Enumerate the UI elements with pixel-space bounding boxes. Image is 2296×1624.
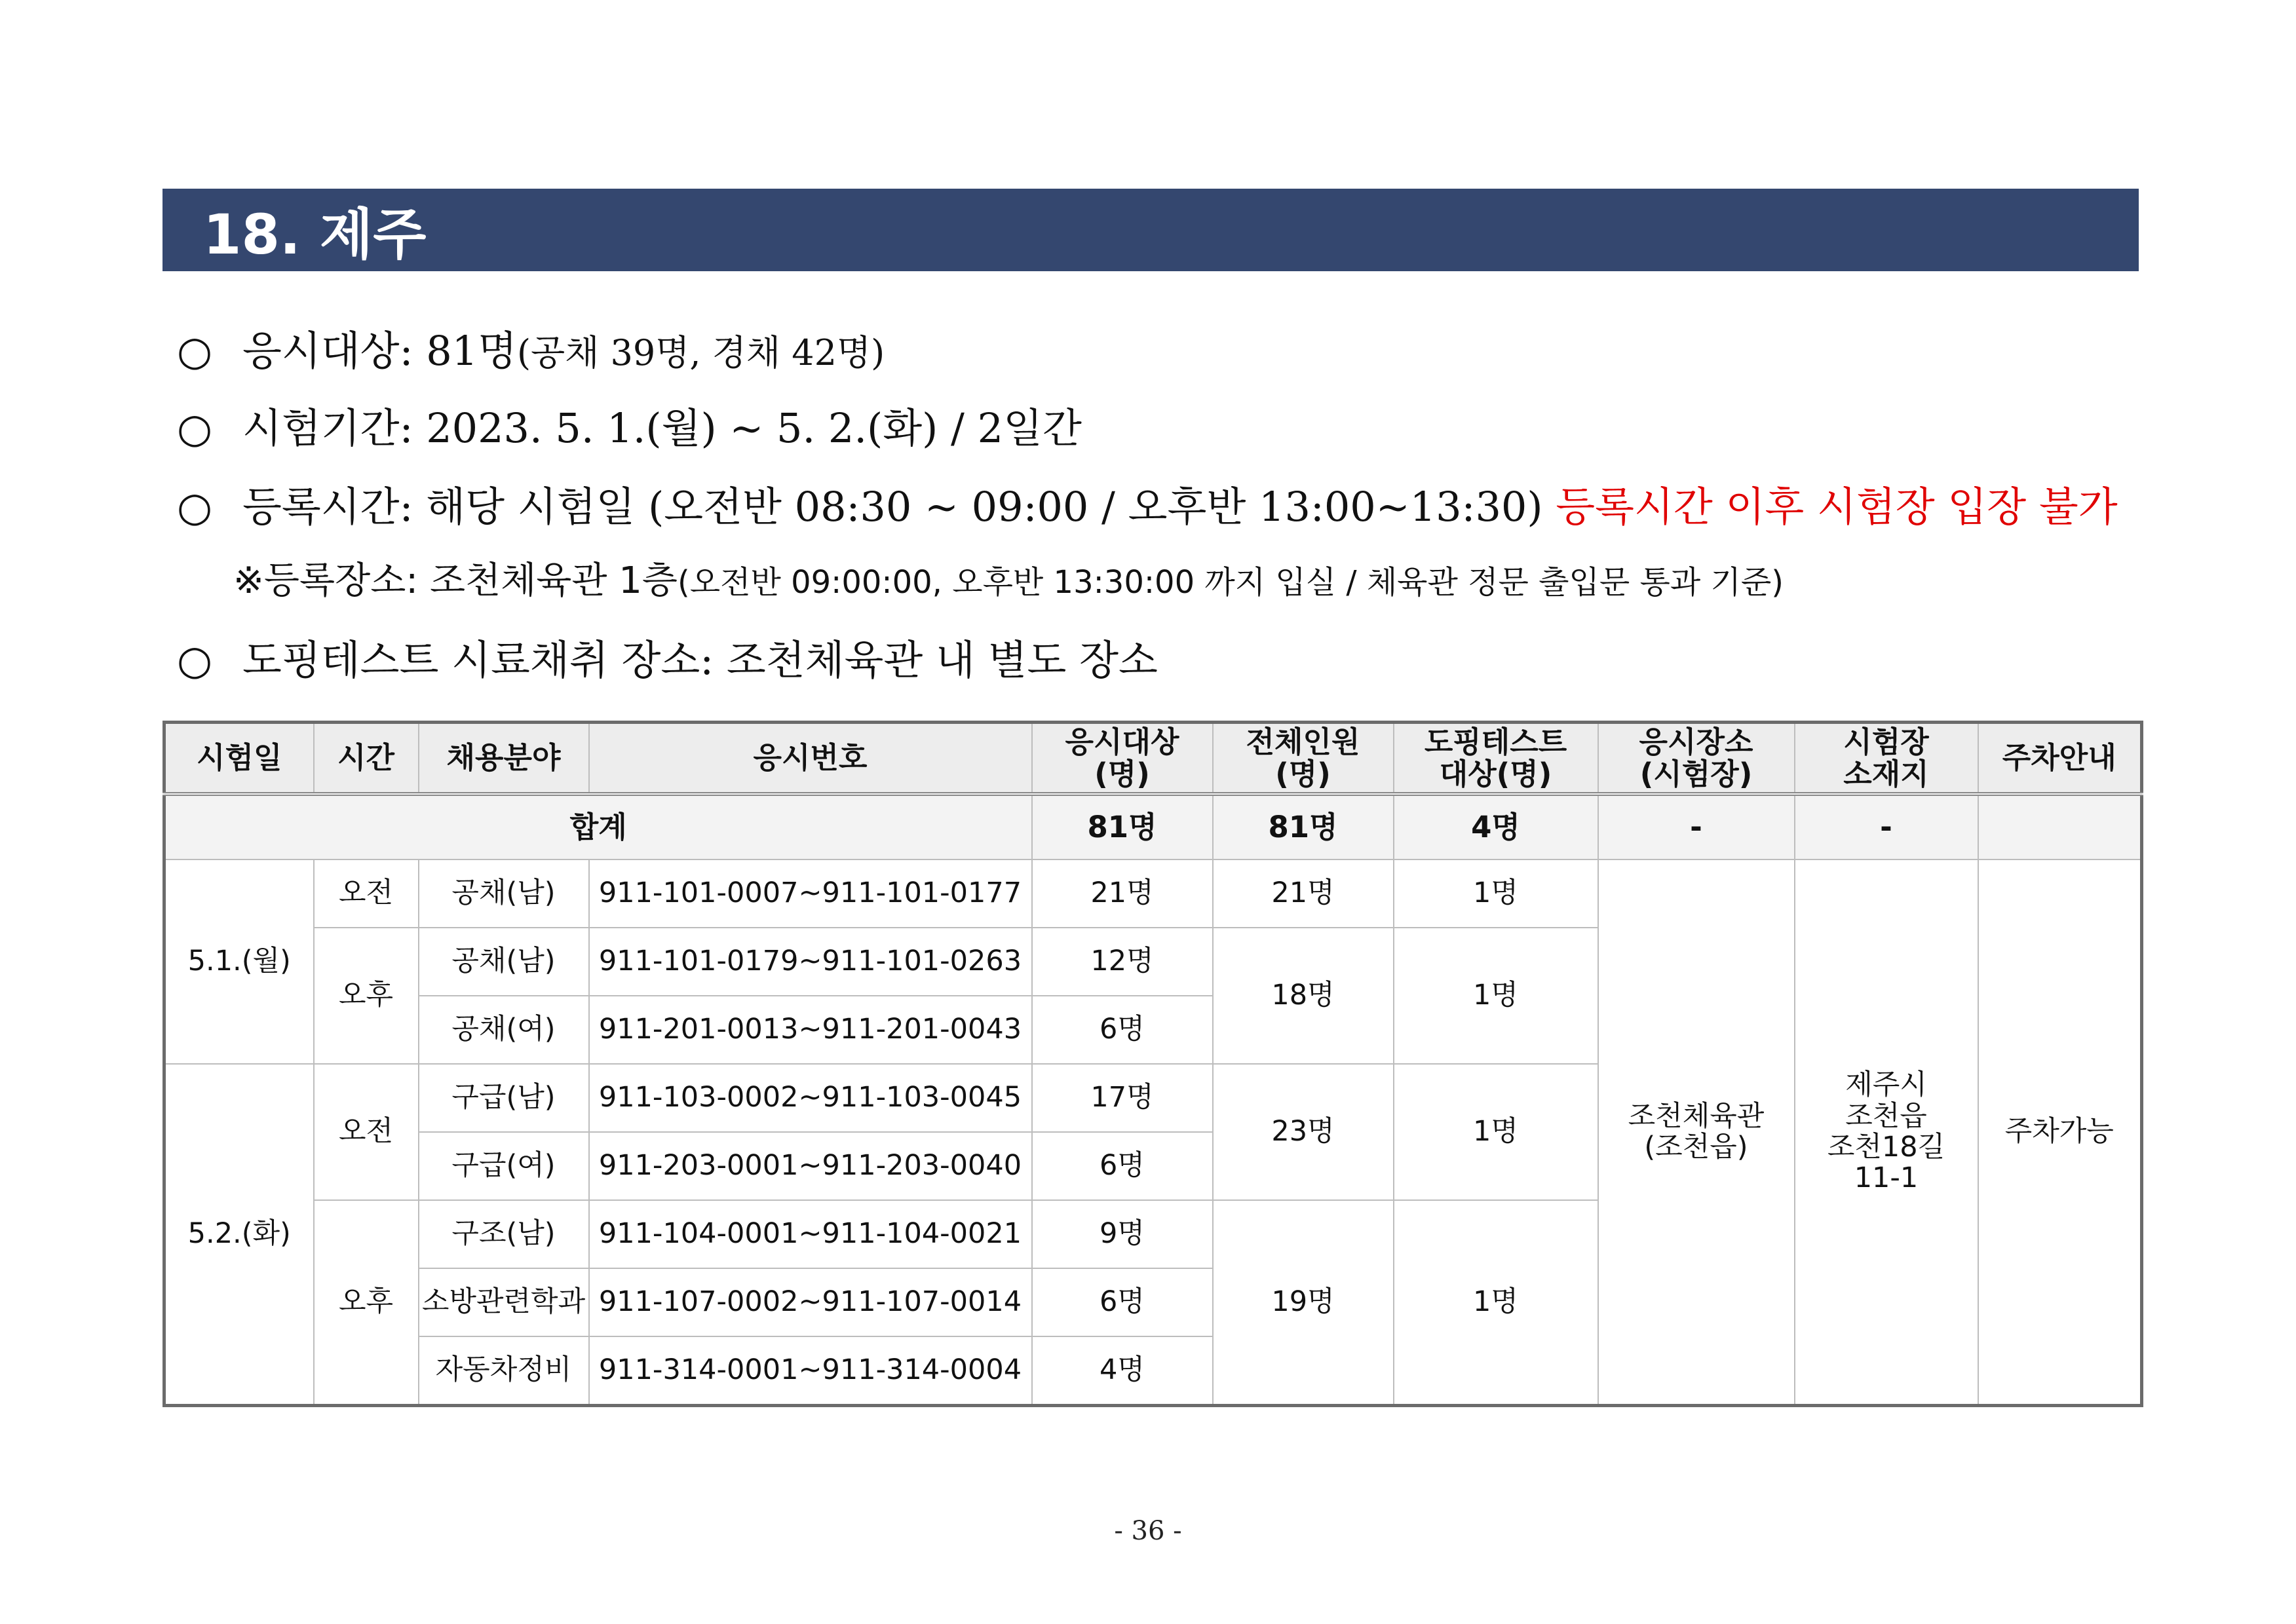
- exam-schedule-table: [163, 721, 2143, 1407]
- header-venue: 응시장소 (시험장): [1598, 723, 1795, 795]
- group-total-cell: 21명: [1213, 859, 1394, 928]
- applicants-cell: 21명: [1032, 859, 1213, 928]
- number-cell: 911-104-0001~911-104-0021: [589, 1200, 1032, 1268]
- total-total: 81명: [1213, 794, 1394, 859]
- time-cell: 오후: [314, 1200, 419, 1406]
- registration-time-line: ○ 등록시간: 해당 시험일 (오전반 08:30 ~ 09:00 / 오후반 13:00~13:30) 등록시간 이후 시험장 입장 불가: [177, 483, 2118, 531]
- header-doping: 도핑테스트 대상(명): [1394, 723, 1598, 795]
- group-doping-cell: 1명: [1394, 859, 1598, 928]
- field-cell: 자동차정비: [419, 1336, 589, 1406]
- number-cell: 911-203-0001~911-203-0040: [589, 1132, 1032, 1200]
- circle-bullet-icon: ○: [177, 483, 213, 531]
- field-cell: 구급(여): [419, 1132, 589, 1200]
- total-row: [164, 794, 2142, 859]
- group-total-cell: 19명: [1213, 1200, 1394, 1406]
- header-applicants: 응시대상 (명): [1032, 723, 1213, 795]
- total-venue: -: [1598, 794, 1795, 859]
- total-label: 합계: [164, 794, 1032, 859]
- number-cell: 911-107-0002~911-107-0014: [589, 1268, 1032, 1336]
- venue-cell: 조천체육관 (조천읍): [1598, 859, 1795, 1406]
- group-doping-cell: 1명: [1394, 928, 1598, 1064]
- header-time: 시간: [314, 723, 419, 795]
- group-total-cell: 18명: [1213, 928, 1394, 1064]
- field-cell: 소방관련학과: [419, 1268, 589, 1336]
- circle-bullet-icon: ○: [177, 636, 213, 684]
- registration-place-note: ※등록장소: 조천체육관 1층(오전반 09:00:00, 오후반 13:30:00 까지 입실 / 체육관 정문 출입문 통과 기준): [233, 559, 1784, 602]
- number-cell: 911-101-0007~911-101-0177: [589, 859, 1032, 928]
- field-cell: 구급(남): [419, 1064, 589, 1132]
- entry-warning: 등록시간 이후 시험장 입장 불가: [1556, 483, 2118, 531]
- field-cell: 공채(남): [419, 928, 589, 996]
- applicants-cell: 17명: [1032, 1064, 1213, 1132]
- number-cell: 911-314-0001~911-314-0004: [589, 1336, 1032, 1406]
- exam-period-line: ○ 시험기간: 2023. 5. 1.(월) ~ 5. 2.(화) / 2일간: [177, 404, 1082, 452]
- parking-cell: 주차가능: [1978, 859, 2142, 1406]
- total-applicants: 81명: [1032, 794, 1213, 859]
- date-cell: 5.1.(월): [164, 859, 314, 1064]
- circle-bullet-icon: ○: [177, 327, 213, 375]
- number-cell: 911-103-0002~911-103-0045: [589, 1064, 1032, 1132]
- table-row: [164, 859, 2142, 928]
- applicants-cell: 4명: [1032, 1336, 1213, 1406]
- applicants-cell: 6명: [1032, 1268, 1213, 1336]
- applicants-cell: 12명: [1032, 928, 1213, 996]
- applicants-cell: 9명: [1032, 1200, 1213, 1268]
- number-cell: 911-101-0179~911-101-0263: [589, 928, 1032, 996]
- page-number: - 36 -: [1114, 1516, 1182, 1546]
- header-number: 응시번호: [589, 723, 1032, 795]
- group-total-cell: 23명: [1213, 1064, 1394, 1200]
- field-cell: 공채(남): [419, 859, 589, 928]
- field-cell: 구조(남): [419, 1200, 589, 1268]
- section-title: 18. 제주: [163, 189, 2139, 271]
- applicants-cell: 6명: [1032, 1132, 1213, 1200]
- group-doping-cell: 1명: [1394, 1200, 1598, 1406]
- location-cell: 제주시 조천읍 조천18길 11-1: [1795, 859, 1978, 1406]
- header-date: 시험일: [164, 723, 314, 795]
- number-cell: 911-201-0013~911-201-0043: [589, 996, 1032, 1064]
- doping-place-line: ○ 도핑테스트 시료채취 장소: 조천체육관 내 별도 장소: [177, 636, 1158, 684]
- header-field: 채용분야: [419, 723, 589, 795]
- header-location: 시험장 소재지: [1795, 723, 1978, 795]
- header-total: 전체인원 (명): [1213, 723, 1394, 795]
- applicants-line: ○ 응시대상: 81명(공채 39명, 경채 42명): [177, 327, 885, 375]
- group-doping-cell: 1명: [1394, 1064, 1598, 1200]
- header-parking: 주차안내: [1978, 723, 2142, 795]
- reference-mark-icon: ※: [233, 559, 264, 602]
- date-cell: 5.2.(화): [164, 1064, 314, 1406]
- time-cell: 오전: [314, 859, 419, 928]
- time-cell: 오후: [314, 928, 419, 1064]
- time-cell: 오전: [314, 1064, 419, 1200]
- field-cell: 공채(여): [419, 996, 589, 1064]
- applicants-cell: 6명: [1032, 996, 1213, 1064]
- total-parking: [1978, 794, 2142, 859]
- circle-bullet-icon: ○: [177, 404, 213, 452]
- table-header-row: [164, 723, 2142, 795]
- total-location: -: [1795, 794, 1978, 859]
- total-doping: 4명: [1394, 794, 1598, 859]
